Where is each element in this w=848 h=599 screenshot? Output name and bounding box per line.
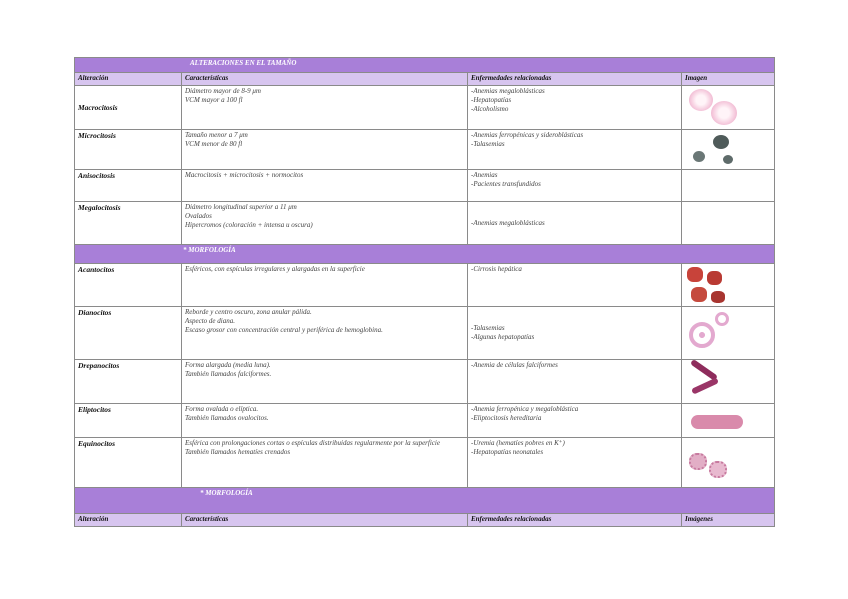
row-features: Diámetro longitudinal superior a 11 μm Ovalados Hipercromos (coloración + intensa u oscura) [182, 202, 468, 245]
header-caracteristicas: Características [182, 514, 468, 527]
header-alteracion: Alteración [75, 73, 182, 86]
table-row [75, 360, 775, 404]
row-image-cell [682, 202, 775, 245]
row-diseases: -Anemia ferropénica y megaloblástica -Eliptocitosis hereditaria [468, 404, 682, 438]
table-row [75, 130, 775, 170]
row-diseases: -Uremia (hematíes pobres en K⁺) -Hepatopatías neonatales [468, 438, 682, 488]
section-title-size: ALTERACIONES EN EL TAMAÑO [75, 58, 775, 73]
row-name: Megalocitosis [75, 202, 182, 245]
row-image-cell [682, 264, 775, 307]
row-image-cell [682, 170, 775, 202]
row-diseases: -Cirrosis hepática [468, 264, 682, 307]
row-features: Esférica con prolongaciones cortas o espículas distribuidas regularmente por la superficie También llamados hematíes crenados [182, 438, 468, 488]
table-row [75, 170, 775, 202]
table-row [75, 307, 775, 360]
row-image-cell [682, 360, 775, 404]
row-name: Dianocitos [75, 307, 182, 360]
table-row [75, 202, 775, 245]
row-image-cell [682, 130, 775, 170]
row-image-cell [682, 438, 775, 488]
row-diseases: -Talasemias -Algunas hepatopatías [468, 307, 682, 360]
header-imagenes: Imágenes [682, 514, 775, 527]
row-diseases: -Anemia de células falciformes [468, 360, 682, 404]
table-row [75, 264, 775, 307]
header-alteracion: Alteración [75, 514, 182, 527]
header-enfermedades: Enfermedades relacionadas [468, 514, 682, 527]
row-diseases: -Anemias -Pacientes transfundidos [468, 170, 682, 202]
section-title-morphology: * MORFOLOGÍA [75, 245, 775, 264]
header-caracteristicas: Características [182, 73, 468, 86]
row-name: Drepanocitos [75, 360, 182, 404]
table-row [75, 404, 775, 438]
row-image-cell [682, 86, 775, 130]
row-name: Acantocitos [75, 264, 182, 307]
table-row [75, 86, 775, 130]
row-diseases: -Anemias megaloblásticas -Hepatopatías -Alcoholismo [468, 86, 682, 130]
row-image-cell [682, 404, 775, 438]
row-diseases: -Anemias ferropénicas y sideroblásticas -Talasemias [468, 130, 682, 170]
row-features: Macrocitosis + microcitosis + normocitos [182, 170, 468, 202]
row-features: Esféricos, con espículas irregulares y alargadas en la superficie [182, 264, 468, 307]
table-row [75, 438, 775, 488]
row-features: Reborde y centro oscuro, zona anular pálida. Aspecto de diana. Escaso grosor con concentración central y periférica de hemoglobina. [182, 307, 468, 360]
row-features: Forma alargada (media luna). También llamados falciformes. [182, 360, 468, 404]
row-image-cell [682, 307, 775, 360]
alteraciones-table [74, 57, 775, 527]
row-name: Eliptocitos [75, 404, 182, 438]
row-features: Forma ovalada o elíptica. También llamados ovalocitos. [182, 404, 468, 438]
header-imagen: Imagen [682, 73, 775, 86]
row-diseases: -Anemias megaloblásticas [468, 202, 682, 245]
header-enfermedades: Enfermedades relacionadas [468, 73, 682, 86]
row-name: Microcitosis [75, 130, 182, 170]
section-title-morphology-2: * MORFOLOGÍA [75, 488, 775, 514]
row-name: Equinocitos [75, 438, 182, 488]
row-features: Diámetro mayor de 8-9 μm VCM mayor a 100 fl [182, 86, 468, 130]
row-features: Tamaño menor a 7 μm VCM menor de 80 fl [182, 130, 468, 170]
row-name: Anisocitosis [75, 170, 182, 202]
row-name: Macrocitosis [75, 86, 182, 130]
